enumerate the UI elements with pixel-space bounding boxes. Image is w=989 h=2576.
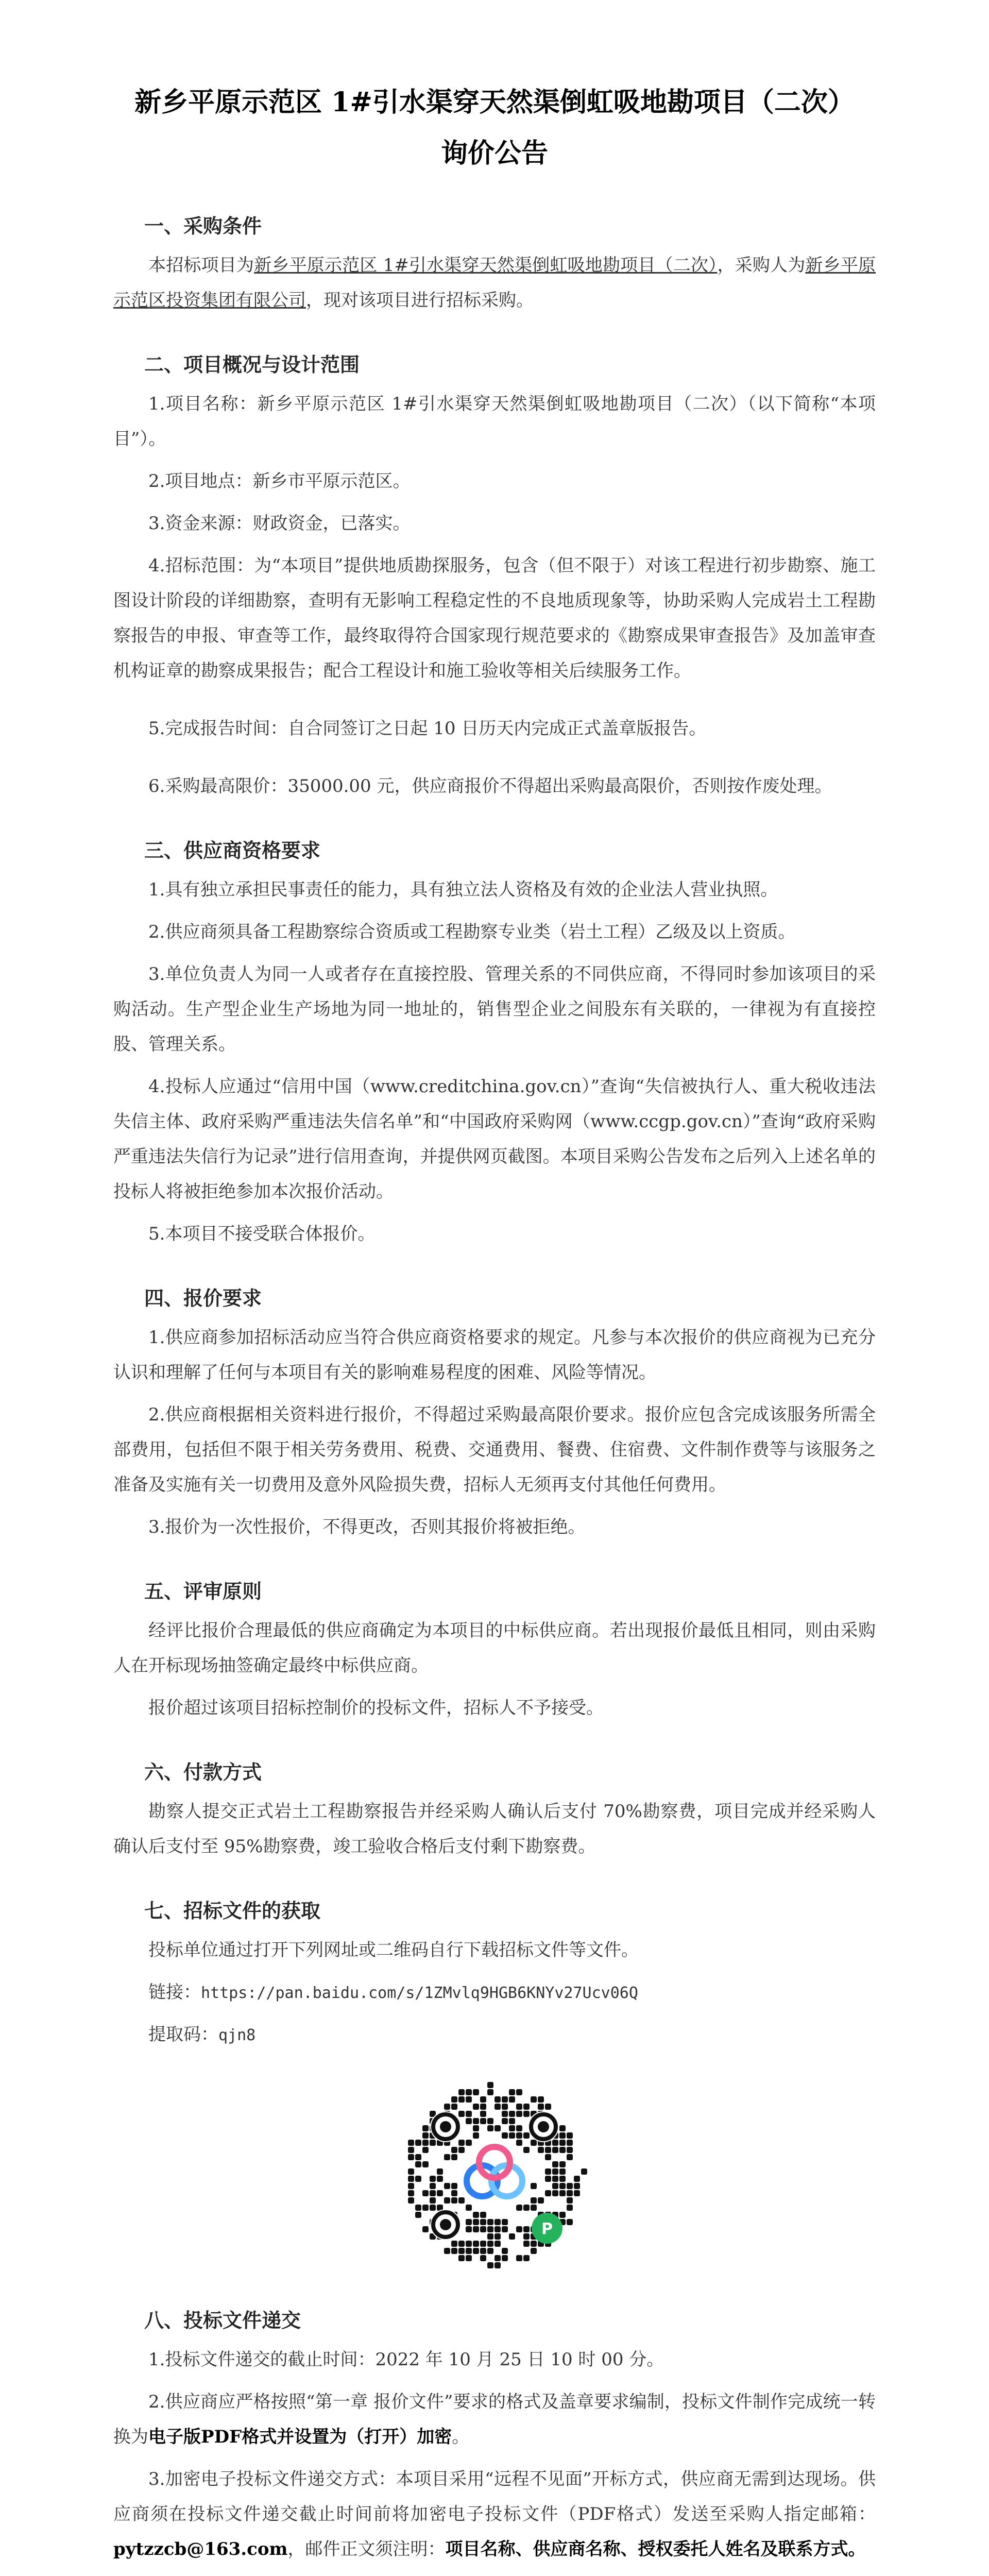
section-1-text: 本招标项目为新乡平原示范区 1#引水渠穿天然渠倒虹吸地勘项目（二次），采购人为新乡平原示范区投资集团有限公司，现对该项目进行招标采购。 bbox=[113, 255, 876, 311]
section-3-item-3: 3.单位负责人为同一人或者存在直接控股、管理关系的不同供应商，不得同时参加该项目的采购活动。生产型企业生产场地为同一地址的，销售型企业之间股东有关联的，一律视为有直接控股、管理关系。 bbox=[113, 963, 876, 1055]
section-2-item-4: 4.招标范围：为“本项目”提供地质勘探服务，包含（但不限于）对该工程进行初步勘察、施工图设计阶段的详细勘察，查明有无影响工程稳定性的不良地质现象等，协助采购人完成岩土工程勘察报告的申报、审查等工作，最终取得符合国家现行规范要求的《勘察成果审查报告》及加盖审查机构证章的勘察成果报告；配合工程设计和施工验收等相关后续服务工作。 bbox=[113, 555, 876, 681]
section-7-item-1: 投标单位通过打开下列网址或二维码自行下载招标文件等文件。 bbox=[148, 1939, 639, 1960]
section-2-item-5: 5.完成报告时间：自合同签订之日起 10 日历天内完成正式盖章版报告。 bbox=[148, 718, 707, 739]
submit-email[interactable]: pytzzcb@163.com bbox=[113, 2538, 288, 2560]
section-8-item-1: 1.投标文件递交的截止时间：2022 年 10 月 25 日 10 时 00 分。 bbox=[148, 2349, 664, 2370]
section-3-item-1: 1.具有独立承担民事责任的能力，具有独立法人资格及有效的企业法人营业执照。 bbox=[148, 879, 778, 900]
buyer-name-link: 新乡平原示范区投资集团有限公司 bbox=[113, 255, 876, 311]
section-5-item-1: 经评比报价合理最低的供应商确定为本项目的中标供应商。若出现报价最低且相同，则由采购人在开标现场抽签确定最终中标供应商。 bbox=[113, 1620, 876, 1676]
section-8-heading: 八、投标文件递交 bbox=[144, 2308, 301, 2332]
section-5-heading: 五、评审原则 bbox=[144, 1579, 262, 1603]
download-link-line: 链接：https://pan.baidu.com/s/1ZMvlq9HGB6KNYv27Ucv06Q bbox=[148, 1981, 638, 2003]
section-3-item-2: 2.供应商须具备工程勘察综合资质或工程勘察专业类（岩土工程）乙级及以上资质。 bbox=[148, 921, 796, 942]
section-4-item-3: 3.报价为一次性报价，不得更改，否则其报价将被拒绝。 bbox=[148, 1516, 586, 1537]
notice-subtitle: 询价公告 bbox=[440, 137, 548, 169]
project-name-link: 新乡平原示范区 1#引水渠穿天然渠倒虹吸地勘项目（二次） bbox=[254, 255, 718, 276]
section-2-item-2: 2.项目地点：新乡市平原示范区。 bbox=[148, 470, 411, 492]
section-3-item-4: 4.投标人应通过“信用中国（www.creditchina.gov.cn）”查询“失信被执行人、重大税收违法失信主体、政府采购严重违法失信名单”和“中国政府采购网（www.ccgp.gov.cn）”查询“政府采购严重违法失信行为记录”进行信用查询，并提供网页截图。本项目采购公告发布之后列入上述名单的投标人将被拒绝参加本次报价活动。 bbox=[113, 1076, 876, 1202]
section-2-heading: 二、项目概况与设计范围 bbox=[144, 352, 360, 376]
section-4-item-2: 2.供应商根据相关资料进行报价，不得超过采购最高限价要求。报价应包含完成该服务所需全部费用，包括但不限于相关劳务费用、税费、交通费用、餐费、住宿费、文件制作费等与该服务之准备及实施有关一切费用及意外风险损失费，招标人无须再支付其他任何费用。 bbox=[113, 1404, 876, 1495]
section-4-item-1: 1.供应商参加招标活动应当符合供应商资格要求的规定。凡参与本次报价的供应商视为已充分认识和理解了任何与本项目有关的影响难易程度的困难、风险等情况。 bbox=[113, 1327, 876, 1383]
section-6-heading: 六、付款方式 bbox=[144, 1760, 262, 1784]
extract-code: qjn8 bbox=[218, 2026, 256, 2044]
section-3-heading: 三、供应商资格要求 bbox=[144, 838, 321, 862]
section-7-heading: 七、招标文件的获取 bbox=[144, 1899, 321, 1922]
section-3-item-5: 5.本项目不接受联合体报价。 bbox=[148, 1223, 376, 1244]
section-6-item-1: 勘察人提交正式岩土工程勘察报告并经采购人确认后支付 70%勘察费，项目完成并经采购人确认后支付至 95%勘察费，竣工验收合格后支付剩下勘察费。 bbox=[113, 1801, 876, 1857]
section-2-item-6: 6.采购最高限价：35000.00 元，供应商报价不得超出采购最高限价，否则按作废处理。 bbox=[148, 775, 832, 796]
section-2-item-3: 3.资金来源：财政资金，已落实。 bbox=[148, 513, 411, 534]
extract-code-line: 提取码：qjn8 bbox=[148, 2024, 256, 2045]
section-8-item-4 bbox=[113, 2574, 876, 2576]
section-1-heading: 一、采购条件 bbox=[144, 214, 262, 238]
section-8-item-3: 3.加密电子投标文件递交方式：本项目采用“远程不见面”开标方式，供应商无需到达现场。供应商须在投标文件递交截止时间前将加密电子投标文件（PDF格式）发送至采购人指定邮箱：pytzzcb@163.com，邮件正文须注明：项目名称、供应商名称、授权委托人姓名及联系方式。 bbox=[113, 2468, 876, 2560]
section-4-heading: 四、报价要求 bbox=[144, 1286, 262, 1310]
section-8-item-2: 2.供应商应严格按照“第一章 报价文件”要求的格式及盖章要求编制，投标文件制作完成统一转换为电子版PDF格式并设置为（打开）加密。 bbox=[113, 2391, 876, 2447]
svg-text:P: P bbox=[541, 2219, 553, 2238]
section-5-item-2: 报价超过该项目招标控制价的投标文件，招标人不予接受。 bbox=[148, 1697, 604, 1718]
section-2-item-1: 1.项目名称：新乡平原示范区 1#引水渠穿天然渠倒虹吸地勘项目（二次）（以下简称“本项目”）。 bbox=[113, 393, 876, 449]
download-link[interactable]: https://pan.baidu.com/s/1ZMvlq9HGB6KNYv27Ucv06Q bbox=[201, 1984, 638, 2002]
notice-title: 新乡平原示范区 1#引水渠穿天然渠倒虹吸地勘项目（二次） bbox=[134, 87, 855, 118]
qr-code-graphic bbox=[397, 2078, 592, 2274]
qr-code-icon[interactable] bbox=[397, 2078, 592, 2274]
